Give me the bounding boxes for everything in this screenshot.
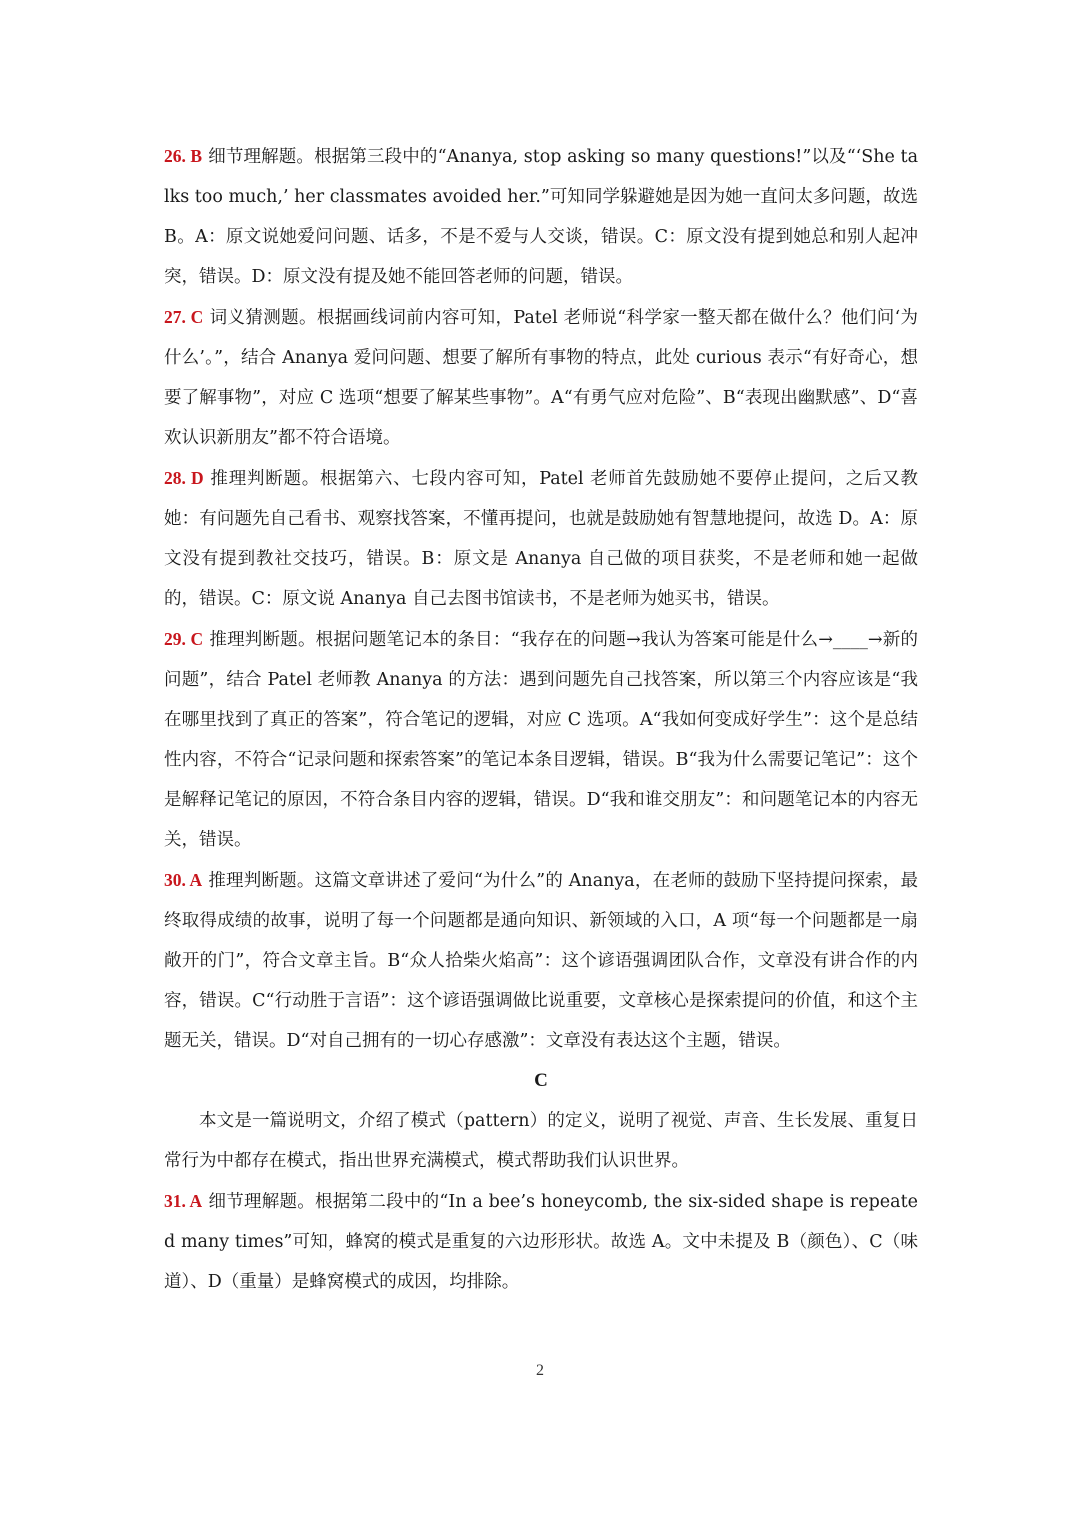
answer-explanation: 推理判断题。根据问题笔记本的条目：“我存在的问题→我认为答案可能是什么→____→新的问题”，结合 Patel 老师教 Ananya 的方法：遇到问题先自己找答案，所以第三个内容应该是“我在哪里找到了真正的答案”，符合笔记的逻辑，对应 C 选项。A“我如何变成好学生”：这个是总结性内容，不符合“记录问题和探索答案”的笔记本条目逻辑，错误。B“我为什么需要记笔记”：这个是解释记笔记的原因，不符合条目内容的逻辑，错误。D“我和谁交朋友”：和问题笔记本的内容无关，错误。 [164,630,919,850]
answer-item-27 [164,297,918,458]
answer-number: 31. A [164,1191,203,1211]
answer-number: 30. A [164,870,203,890]
answer-number: 27. C [164,307,204,327]
answer-explanation: 细节理解题。根据第二段中的“In a bee’s honeycomb, the six-sided shape is repeated many times”可知，蜂窝的模式是重复的六边形形状。故选 A。文中未提及 B（颜色）、C（味道）、D（重量）是蜂窝模式的成因，均排除。 [164,1192,918,1292]
answer-explanations [164,136,918,1302]
answer-explanation: 词义猜测题。根据画线词前内容可知，Patel 老师说“科学家一整天都在做什么？他们问‘为什么’。”，结合 Ananya 爱问问题、想要了解所有事物的特点，此处 curious 表示“有好奇心，想要了解事物”，对应 C 选项“想要了解某些事物”。A“有勇气应对危险”、B“表现出幽默感”、D“喜欢认识新朋友”都不符合语境。 [164,308,919,448]
page-number: 2 [536,1362,544,1379]
answer-explanation: 推理判断题。根据第六、七段内容可知，Patel 老师首先鼓励她不要停止提问，之后又教她：有问题先自己看书、观察找答案，不懂再提问，也就是鼓励她有智慧地提问，故选 D。A：原文没有提到教社交技巧，错误。B：原文是 Ananya 自己做的项目获奖，不是老师和她一起做的，错误。C：原文说 Ananya 自己去图书馆读书，不是老师为她买书，错误。 [164,469,918,609]
answer-number: 29. C [164,629,204,649]
answer-item-28 [164,458,918,619]
answer-item-30 [164,860,918,1061]
answer-explanation: 细节理解题。根据第三段中的“Ananya, stop asking so many questions!”以及“‘She talks too much,’ her classmates avoided her.”可知同学躲避她是因为她一直问太多问题，故选 B。A：原文说她爱问问题、话多，不是不爱与人交谈，错误。C：原文没有提到她总和别人起冲突，错误。D：原文没有提及她不能回答老师的问题，错误。 [164,147,918,287]
answer-item-29 [164,619,918,860]
answer-number: 28. D [164,468,204,488]
section-intro: 本文是一篇说明文，介绍了模式（pattern）的定义，说明了视觉、声音、生长发展、重复日常行为中都存在模式，指出世界充满模式，模式帮助我们认识世界。 [164,1111,918,1171]
answer-number: 26. B [164,146,203,166]
section-title: C [534,1070,548,1091]
answer-item-26 [164,136,918,297]
answer-item-31 [164,1181,918,1302]
answer-explanation: 推理判断题。这篇文章讲述了爱问“为什么”的 Ananya，在老师的鼓励下坚持提问探索，最终取得成绩的故事，说明了每一个问题都是通向知识、新领域的入口，A 项“每一个问题都是一扇敞开的门”，符合文章主旨。B“众人拾柴火焰高”：这个谚语强调团队合作，文章没有讲合作的内容，错误。C“行动胜于言语”：这个谚语强调做比说重要，文章核心是探索提问的价值，和这个主题无关，错误。D“对自己拥有的一切心存感激”：文章没有表达这个主题，错误。 [164,871,918,1051]
